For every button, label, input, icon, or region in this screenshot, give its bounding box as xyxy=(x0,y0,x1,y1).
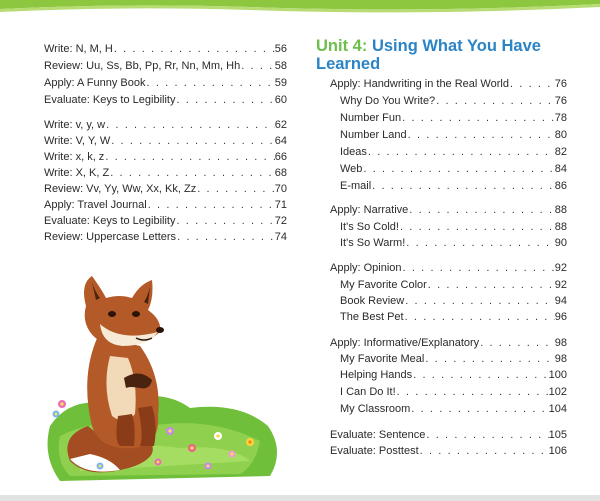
toc-entry xyxy=(44,134,287,148)
toc-entry-page: 92 xyxy=(554,279,567,291)
toc-entry-label: Write: V, Y, W xyxy=(44,135,111,147)
toc-entry xyxy=(340,220,567,234)
toc-entry xyxy=(340,162,567,176)
toc-entry-label: It's So Warm! xyxy=(340,237,406,249)
toc-entry xyxy=(44,182,287,196)
toc-entry-label: Evaluate: Keys to Legibility xyxy=(44,94,176,106)
toc-entry-page: 82 xyxy=(554,146,567,158)
toc-entry-label: Apply: Opinion xyxy=(330,262,402,274)
toc-entry-label: Web xyxy=(340,163,363,175)
toc-entry xyxy=(44,42,287,56)
toc-entry xyxy=(340,385,567,399)
unit-heading xyxy=(316,37,586,73)
toc-entry-page: 56 xyxy=(274,43,287,55)
toc-entry-page: 102 xyxy=(548,386,567,398)
toc-entry-label: Write: v, y, w xyxy=(44,119,106,131)
toc-entry-page: 64 xyxy=(274,135,287,147)
toc-entry-page: 71 xyxy=(274,199,287,211)
toc-entry-page: 74 xyxy=(274,231,287,243)
toc-entry xyxy=(44,76,287,90)
toc-entry-page: 76 xyxy=(554,78,567,90)
toc-entry-page: 94 xyxy=(554,295,567,307)
toc-entry-label: Apply: Handwriting in the Real World xyxy=(330,78,509,90)
toc-entry-label: My Favorite Meal xyxy=(340,353,425,365)
toc-entry-page: 88 xyxy=(554,204,567,216)
toc-entry-label: My Favorite Color xyxy=(340,279,427,291)
toc-entry xyxy=(340,145,567,159)
toc-entry-page: 98 xyxy=(554,353,567,365)
toc-entry-label: Apply: Narrative xyxy=(330,204,409,216)
toc-entry xyxy=(340,111,567,125)
toc-entry xyxy=(340,128,567,142)
toc-entry xyxy=(330,77,567,91)
toc-entry-page: 70 xyxy=(274,183,287,195)
toc-entry-label: Book Review xyxy=(340,295,405,307)
toc-entry-page: 80 xyxy=(554,129,567,141)
toc-entry-label: Number Land xyxy=(340,129,407,141)
toc-entry-label: E-mail xyxy=(340,180,372,192)
toc-entry xyxy=(330,444,567,458)
toc-entry-page: 62 xyxy=(274,119,287,131)
toc-entry-page: 60 xyxy=(274,94,287,106)
toc-entry-page: 86 xyxy=(554,180,567,192)
toc-entry xyxy=(340,278,567,292)
toc-entry xyxy=(340,236,567,250)
toc-entry-page: 100 xyxy=(548,369,567,381)
toc-entry-page: 58 xyxy=(274,60,287,72)
toc-entry-page: 84 xyxy=(554,163,567,175)
toc-entry-label: Evaluate: Sentence xyxy=(330,429,426,441)
toc-entry-page: 78 xyxy=(554,112,567,124)
toc-entry xyxy=(44,93,287,107)
toc-entry-label: Helping Hands xyxy=(340,369,413,381)
toc-entry-page: 105 xyxy=(548,429,567,441)
toc-entry xyxy=(340,94,567,108)
top-green-band xyxy=(0,0,600,16)
toc-entry-page: 96 xyxy=(554,311,567,323)
toc-entry xyxy=(44,118,287,132)
toc-entry-page: 68 xyxy=(274,167,287,179)
toc-entry xyxy=(340,352,567,366)
fox-illustration xyxy=(40,276,290,486)
toc-entry xyxy=(330,336,567,350)
toc-entry-label: Review: Vv, Yy, Ww, Xx, Kk, Zz xyxy=(44,183,197,195)
toc-entry-label: Write: X, K, Z xyxy=(44,167,110,179)
toc-entry xyxy=(44,198,287,212)
toc-entry-label: Ideas xyxy=(340,146,367,158)
toc-entry xyxy=(340,310,567,324)
toc-entry-page: 92 xyxy=(554,262,567,274)
toc-entry xyxy=(340,179,567,193)
toc-entry-label: Number Fun xyxy=(340,112,402,124)
toc-entry xyxy=(44,214,287,228)
toc-entry-page: 88 xyxy=(554,221,567,233)
toc-entry-label: The Best Pet xyxy=(340,311,404,323)
toc-entry-label: It's So Cold! xyxy=(340,221,399,233)
toc-entry xyxy=(44,150,287,164)
toc-entry-label: I Can Do It! xyxy=(340,386,396,398)
unit-number: Unit 4: xyxy=(316,37,368,55)
toc-entry-label: Write: N, M, H xyxy=(44,43,113,55)
toc-entry xyxy=(330,428,567,442)
unit-name: Using What You Have Learned xyxy=(316,37,541,73)
toc-entry-label: Apply: Informative/Explanatory xyxy=(330,337,480,349)
toc-entry xyxy=(330,261,567,275)
toc-entry-label: Evaluate: Keys to Legibility xyxy=(44,215,176,227)
toc-entry xyxy=(340,368,567,382)
toc-entry xyxy=(44,230,287,244)
toc-entry-page: 76 xyxy=(554,95,567,107)
toc-entry-label: Evaluate: Posttest xyxy=(330,445,419,457)
toc-entry-page: 59 xyxy=(274,77,287,89)
toc-entry-page: 106 xyxy=(548,445,567,457)
toc-entry-label: Apply: Travel Journal xyxy=(44,199,147,211)
toc-entry-label: Apply: A Funny Book xyxy=(44,77,146,89)
toc-entry-label: Review: Uppercase Letters xyxy=(44,231,177,243)
toc-entry-label: Why Do You Write? xyxy=(340,95,436,107)
toc-entry-page: 66 xyxy=(274,151,287,163)
toc-entry xyxy=(44,59,287,73)
toc-entry-page: 90 xyxy=(554,237,567,249)
toc-entry xyxy=(44,166,287,180)
bottom-border xyxy=(0,495,600,501)
toc-entry xyxy=(330,203,567,217)
toc-entry xyxy=(340,294,567,308)
toc-entry-page: 98 xyxy=(554,337,567,349)
toc-entry-page: 72 xyxy=(274,215,287,227)
toc-entry-label: My Classroom xyxy=(340,403,411,415)
toc-entry-label: Review: Uu, Ss, Bb, Pp, Rr, Nn, Mm, Hh xyxy=(44,60,241,72)
toc-entry-label: Write: x, k, z xyxy=(44,151,105,163)
toc-entry-page: 104 xyxy=(548,403,567,415)
toc-entry xyxy=(340,402,567,416)
